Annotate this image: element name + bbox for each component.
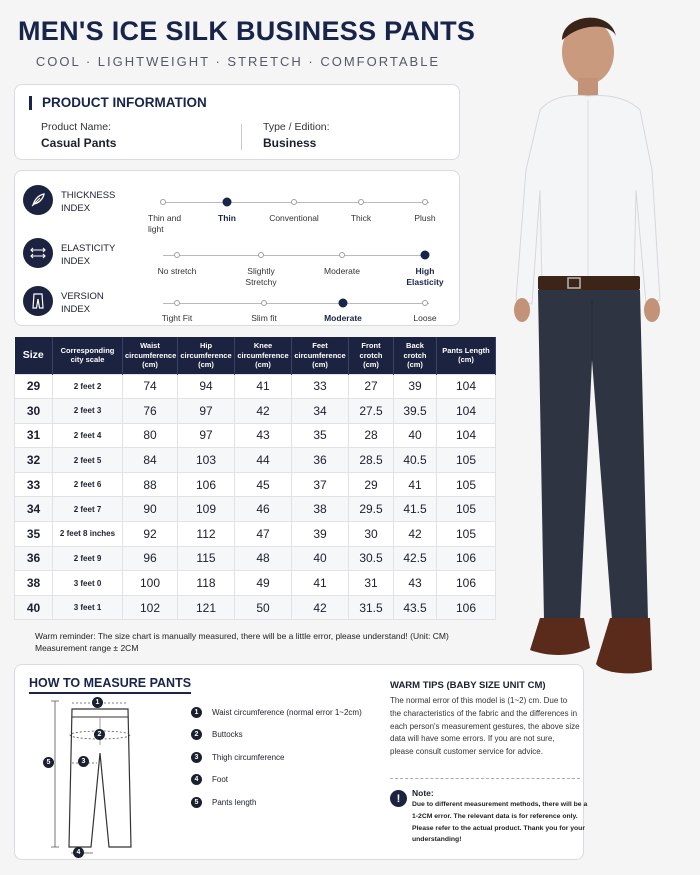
elasticity-scale-line: [163, 255, 429, 256]
table-header-row: [15, 337, 496, 374]
measurement-cell: 112: [178, 522, 235, 547]
measurement-cell: 35: [292, 423, 349, 448]
measurement-cell: 27: [349, 374, 394, 399]
column-header: Front crotch (cm): [349, 337, 394, 374]
measurement-cell: 104: [437, 374, 496, 399]
elasticity-dot-no-stretch: [174, 252, 180, 258]
measurement-cell: 97: [178, 399, 235, 424]
version-index-label: VERSION INDEX: [61, 291, 104, 315]
legend-item: 1 Waist circumference (normal error 1~2cm): [191, 701, 381, 724]
table-row: [15, 571, 496, 596]
measurement-cell: 42.5: [394, 546, 437, 571]
table-row: [15, 595, 496, 620]
warm-tips-heading: WARM TIPS (BABY SIZE UNIT CM): [390, 680, 546, 691]
column-header: Feet circumference (cm): [292, 337, 349, 374]
measurement-cell: 46: [235, 497, 292, 522]
page-subtitle: COOL · LIGHTWEIGHT · STRETCH · COMFORTABLE: [35, 54, 441, 69]
measurement-cell: 94: [178, 374, 235, 399]
measurement-cell: 41.5: [394, 497, 437, 522]
feather-icon: [23, 185, 53, 215]
measurement-cell: 80: [123, 423, 178, 448]
table-row: [15, 497, 496, 522]
exclamation-icon: !: [390, 790, 407, 807]
measurement-cell: 40.5: [394, 448, 437, 473]
elasticity-option-moderate: Moderate: [324, 266, 360, 276]
measurement-cell: 104: [437, 399, 496, 424]
thickness-dot-conventional: [291, 199, 297, 205]
measurement-cell: 106: [178, 472, 235, 497]
measurement-cell: 36: [292, 448, 349, 473]
measurement-cell: 39: [292, 522, 349, 547]
column-header: Knee circumference (cm): [235, 337, 292, 374]
column-header: Waist circumference (cm): [123, 337, 178, 374]
legend-item: 4 Foot: [191, 769, 381, 792]
measurement-cell: 74: [123, 374, 178, 399]
how-to-measure-heading: HOW TO MEASURE PANTS: [29, 676, 191, 694]
size-cell: 32: [15, 448, 53, 473]
measurement-cell: 37: [292, 472, 349, 497]
measurement-cell: 28.5: [349, 448, 394, 473]
measurement-cell: 34: [292, 399, 349, 424]
legend-item: 5 Pants length: [191, 791, 381, 814]
version-dot-loose: [422, 300, 428, 306]
page-title: MEN'S ICE SILK BUSINESS PANTS: [18, 16, 476, 46]
product-info-heading: PRODUCT INFORMATION: [29, 96, 207, 110]
thickness-option-thin: Thin: [218, 213, 236, 223]
thickness-dot-plush: [422, 199, 428, 205]
size-cell: 36: [15, 546, 53, 571]
size-cell: 34: [15, 497, 53, 522]
measure-legend: [191, 701, 381, 814]
warm-reminder: Warm reminder: The size chart is manually measured, there will be a little error, please understand! (Unit: CM) Measurement range ± 2CM: [35, 631, 449, 653]
legend-item: 2 Buttocks: [191, 724, 381, 747]
city-scale-cell: 2 feet 4: [53, 423, 123, 448]
version-option-moderate: Moderate: [324, 313, 362, 323]
thickness-dot-thick: [358, 199, 364, 205]
size-cell: 35: [15, 522, 53, 547]
elasticity-option-no-stretch: No stretch: [157, 266, 197, 276]
measurement-cell: 30: [349, 522, 394, 547]
elasticity-dot-moderate: [339, 252, 345, 258]
pants-icon: [23, 286, 53, 316]
product-info-card: [14, 84, 460, 160]
measurement-cell: 42: [235, 399, 292, 424]
thickness-option-conventional: Conventional: [269, 213, 319, 223]
version-index: [15, 282, 461, 332]
thickness-index-label: THICKNESS INDEX: [61, 190, 116, 214]
diagram-marker-5: 5: [43, 757, 54, 768]
measurement-cell: 105: [437, 472, 496, 497]
measurement-cell: 39.5: [394, 399, 437, 424]
measurement-cell: 49: [235, 571, 292, 596]
measurement-cell: 42: [394, 522, 437, 547]
measurement-cell: 50: [235, 595, 292, 620]
column-header: Corresponding city scale: [53, 337, 123, 374]
column-header: Back crotch (cm): [394, 337, 437, 374]
city-scale-cell: 2 feet 8 inches: [53, 522, 123, 547]
version-option-slim-fit: Slim fit: [251, 313, 277, 323]
warm-tips-text: The normal error of this model is (1~2) cm. Due to the characteristics of the fabric and the differences in each person's measurement gestures, the above size data will have some errors. If you are not sure, please consult customer service for advice.: [390, 696, 580, 757]
table-row: [15, 472, 496, 497]
measurement-cell: 106: [437, 546, 496, 571]
measurement-cell: 41: [394, 472, 437, 497]
city-scale-cell: 3 feet 0: [53, 571, 123, 596]
version-scale-line: [163, 303, 429, 304]
version-dot-slim-fit: [261, 300, 267, 306]
fabric-index-card: [14, 170, 460, 326]
city-scale-cell: 2 feet 3: [53, 399, 123, 424]
measurement-cell: 97: [178, 423, 235, 448]
measurement-cell: 105: [437, 497, 496, 522]
measurement-cell: 96: [123, 546, 178, 571]
divider: [390, 778, 580, 779]
diagram-marker-3: 3: [78, 756, 89, 767]
measurement-cell: 31.5: [349, 595, 394, 620]
thickness-option-thick: Thick: [350, 213, 372, 223]
measurement-cell: 118: [178, 571, 235, 596]
measurement-cell: 41: [235, 374, 292, 399]
measurement-cell: 102: [123, 595, 178, 620]
diagram-marker-2: 2: [94, 729, 105, 740]
model-photo: [500, 0, 700, 700]
city-scale-cell: 2 feet 2: [53, 374, 123, 399]
measurement-cell: 90: [123, 497, 178, 522]
measurement-cell: 45: [235, 472, 292, 497]
diagram-marker-1: 1: [92, 697, 103, 708]
stretch-arrows-icon: [23, 238, 53, 268]
measurement-cell: 44: [235, 448, 292, 473]
diagram-marker-4: 4: [73, 847, 84, 858]
measurement-cell: 38: [292, 497, 349, 522]
measurement-cell: 33: [292, 374, 349, 399]
table-row: [15, 546, 496, 571]
measurement-cell: 88: [123, 472, 178, 497]
measurement-cell: 92: [123, 522, 178, 547]
size-cell: 30: [15, 399, 53, 424]
version-dot-tight-fit: [174, 300, 180, 306]
size-cell: 38: [15, 571, 53, 596]
elasticity-index-label: ELASTICITY INDEX: [61, 243, 116, 267]
elasticity-dot-slightly-stretchy: [258, 252, 264, 258]
measurement-cell: 40: [292, 546, 349, 571]
measurement-cell: 30.5: [349, 546, 394, 571]
city-scale-cell: 2 feet 5: [53, 448, 123, 473]
measurement-cell: 115: [178, 546, 235, 571]
size-cell: 31: [15, 423, 53, 448]
measurement-cell: 48: [235, 546, 292, 571]
city-scale-cell: 2 feet 9: [53, 546, 123, 571]
table-body: [15, 374, 496, 620]
measurement-cell: 40: [394, 423, 437, 448]
measurement-cell: 76: [123, 399, 178, 424]
size-cell: 33: [15, 472, 53, 497]
type-edition-label: Type / Edition:: [263, 121, 330, 133]
measurement-cell: 47: [235, 522, 292, 547]
table-row: [15, 374, 496, 399]
measurement-cell: 105: [437, 448, 496, 473]
measurement-cell: 104: [437, 423, 496, 448]
column-header-size: Size: [15, 337, 53, 374]
column-header: Hip circumference (cm): [178, 337, 235, 374]
measurement-cell: 39: [394, 374, 437, 399]
thickness-dot-thin: [223, 198, 232, 207]
city-scale-cell: 2 feet 6: [53, 472, 123, 497]
table-row: [15, 522, 496, 547]
city-scale-cell: 3 feet 1: [53, 595, 123, 620]
measurement-cell: 43: [235, 423, 292, 448]
note-heading: Note:: [412, 788, 434, 798]
thickness-option-plush: Plush: [414, 213, 436, 223]
pants-diagram: [45, 695, 155, 855]
measurement-cell: 121: [178, 595, 235, 620]
measurement-cell: 103: [178, 448, 235, 473]
measurement-cell: 106: [437, 571, 496, 596]
note-text: Due to different measurement methods, there will be a 1-2CM error. The relevant data is for reference only. Please refer to the actual product. Thank you for your understanding!: [412, 801, 588, 844]
measurement-cell: 42: [292, 595, 349, 620]
measurement-cell: 43.5: [394, 595, 437, 620]
measurement-cell: 27.5: [349, 399, 394, 424]
size-chart-table: [14, 337, 496, 620]
size-cell: 40: [15, 595, 53, 620]
version-option-loose: Loose: [413, 313, 437, 323]
table-row: [15, 399, 496, 424]
version-option-tight-fit: Tight Fit: [161, 313, 193, 323]
elasticity-option-high-elasticity: High Elasticity: [406, 266, 444, 287]
size-cell: 29: [15, 374, 53, 399]
thickness-dot-thin-and-light: [160, 199, 166, 205]
measurement-cell: 29: [349, 472, 394, 497]
measurement-cell: 29.5: [349, 497, 394, 522]
type-edition-value: Business: [263, 136, 317, 150]
measurement-cell: 105: [437, 522, 496, 547]
measurement-cell: 43: [394, 571, 437, 596]
measurement-cell: 84: [123, 448, 178, 473]
product-name-label: Product Name:: [41, 121, 112, 133]
measurement-cell: 31: [349, 571, 394, 596]
measurement-cell: 41: [292, 571, 349, 596]
legend-item: 3 Thigh circumference: [191, 746, 381, 769]
thickness-index: [15, 181, 461, 234]
divider: [241, 124, 242, 150]
table-row: [15, 448, 496, 473]
how-to-measure-card: [14, 664, 588, 860]
elasticity-option-slightly-stretchy: Slightly Stretchy: [245, 266, 277, 287]
thickness-option-thin-and-light: Thin and light: [148, 213, 182, 234]
measurement-cell: 109: [178, 497, 235, 522]
product-name-value: Casual Pants: [41, 136, 117, 150]
measurement-cell: 100: [123, 571, 178, 596]
table-row: [15, 423, 496, 448]
elasticity-dot-high-elasticity: [421, 251, 430, 260]
measurement-cell: 106: [437, 595, 496, 620]
column-header: Pants Length (cm): [437, 337, 496, 374]
elasticity-index: [15, 234, 461, 287]
city-scale-cell: 2 feet 7: [53, 497, 123, 522]
measurement-cell: 28: [349, 423, 394, 448]
version-dot-moderate: [339, 299, 348, 308]
